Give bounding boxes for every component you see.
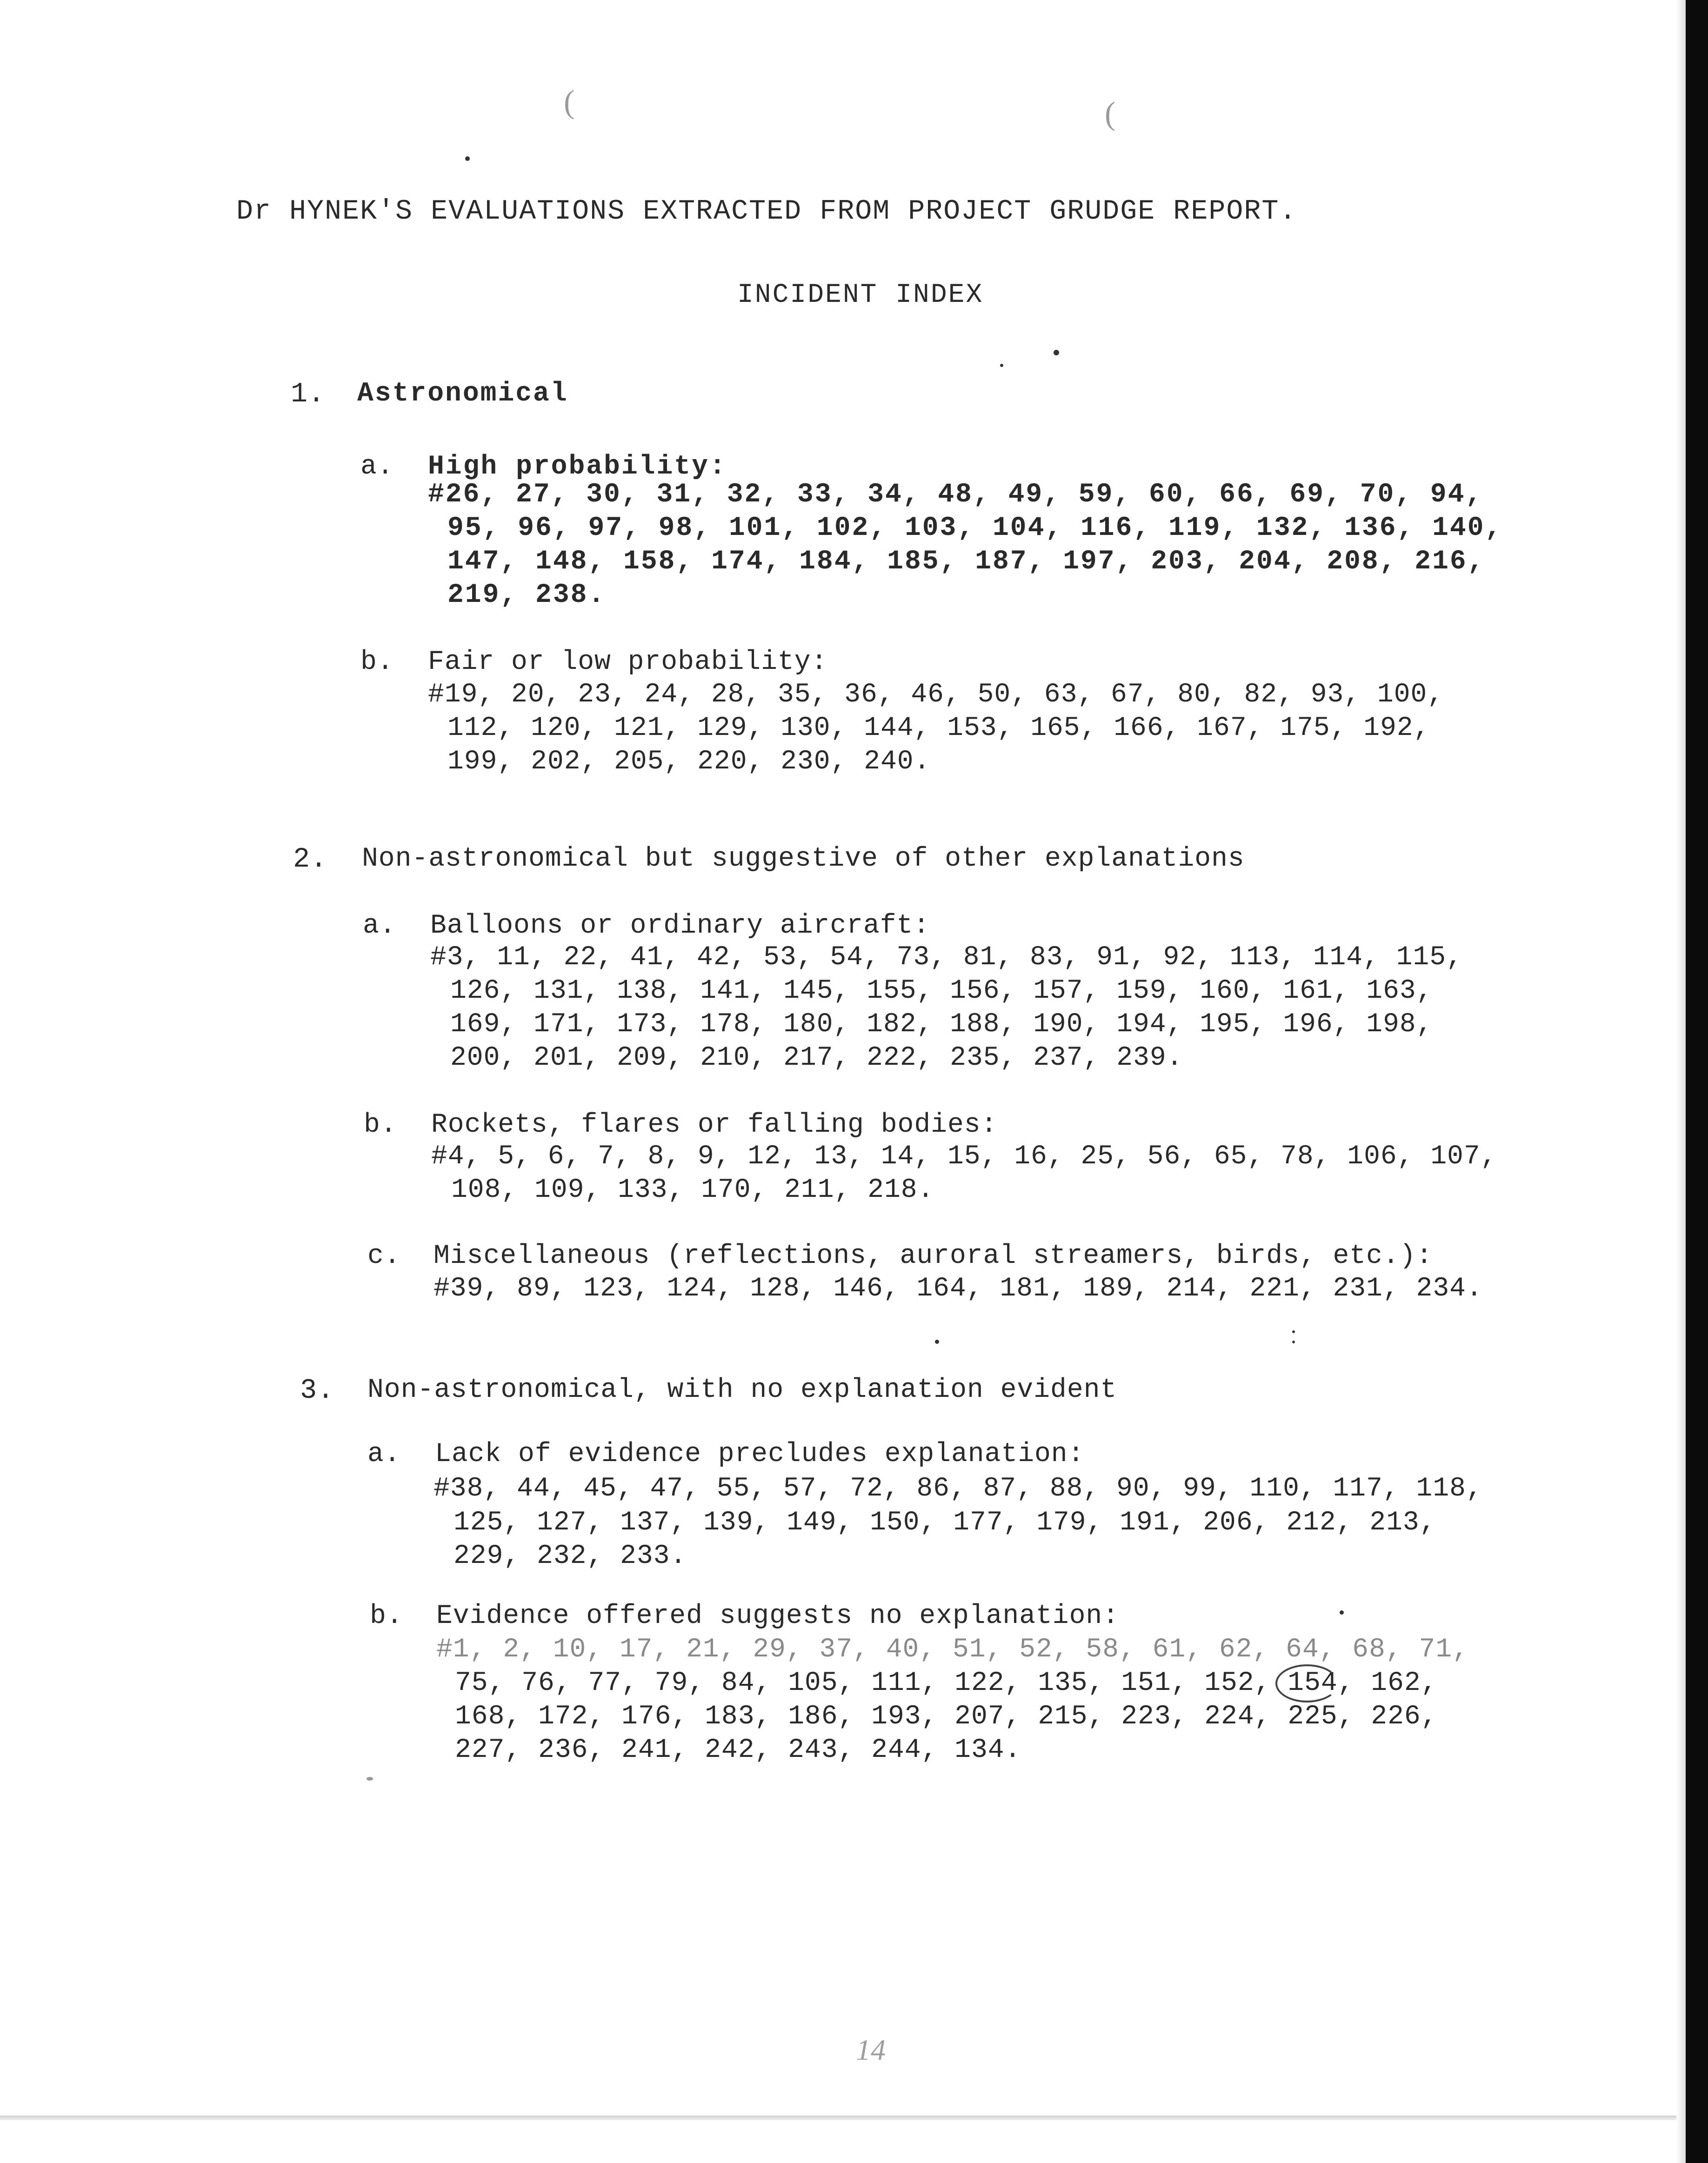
- incident-line: 108, 109, 133, 170, 211, 218.: [451, 1175, 934, 1205]
- scan-dot: [1340, 1610, 1344, 1615]
- incident-line: 95, 96, 97, 98, 101, 102, 103, 104, 116, 119, 132, 136, 140,: [447, 513, 1503, 543]
- page-edge-shadow: [1676, 0, 1686, 2163]
- subsection-label: Evidence offered suggests no explanation:: [436, 1601, 1120, 1631]
- page-number: 14: [856, 2033, 886, 2066]
- scan-dot: [935, 1340, 939, 1344]
- section-heading: Non-astronomical but suggestive of other explanations: [362, 844, 1245, 874]
- subsection-label: Lack of evidence precludes explanation:: [435, 1439, 1085, 1469]
- subsection-label: Miscellaneous (reflections, auroral streamers, birds, etc.):: [434, 1241, 1433, 1271]
- subsection-letter: b.: [364, 1110, 397, 1140]
- scan-mark: (: [564, 84, 575, 120]
- subsection-letter: b.: [360, 647, 394, 677]
- section-heading: Non-astronomical, with no explanation evident: [367, 1375, 1117, 1405]
- section-number: 2.: [293, 844, 328, 875]
- scan-dot: [465, 156, 470, 161]
- subsection-label: Fair or low probability:: [428, 647, 828, 677]
- incident-line: 112, 120, 121, 129, 130, 144, 153, 165, 166, 167, 175, 192,: [447, 713, 1430, 743]
- incident-line: 75, 76, 77, 79, 84, 105, 111, 122, 135, 151, 152, 154, 162,: [455, 1668, 1438, 1698]
- scan-dot: [1292, 1330, 1295, 1333]
- subsection-letter: a.: [367, 1439, 401, 1469]
- incident-line: 229, 232, 233.: [454, 1541, 687, 1571]
- scan-dot: [1054, 350, 1059, 355]
- incident-line: #3, 11, 22, 41, 42, 53, 54, 73, 81, 83, 91, 92, 113, 114, 115,: [430, 942, 1463, 973]
- scan-border: [1686, 0, 1708, 2163]
- incident-line: 169, 171, 173, 178, 180, 182, 188, 190, 194, 195, 196, 198,: [450, 1009, 1433, 1040]
- document-title: Dr HYNEK'S EVALUATIONS EXTRACTED FROM PROJECT GRUDGE REPORT.: [236, 196, 1297, 227]
- subsection-letter: c.: [367, 1241, 401, 1271]
- incident-line: 126, 131, 138, 141, 145, 155, 156, 157, 159, 160, 161, 163,: [450, 976, 1433, 1006]
- subsection-letter: a.: [363, 911, 396, 941]
- incident-line: #19, 20, 23, 24, 28, 35, 36, 46, 50, 63, 67, 80, 82, 93, 100,: [428, 680, 1444, 710]
- incident-line: 168, 172, 176, 183, 186, 193, 207, 215, 223, 224, 225, 226,: [455, 1702, 1438, 1732]
- document-subtitle: INCIDENT INDEX: [737, 280, 984, 310]
- scan-dot: [1292, 1341, 1295, 1343]
- subsection-label: Balloons or ordinary aircraft:: [430, 911, 930, 941]
- scan-dot: [367, 1777, 373, 1781]
- subsection-label: High probability:: [428, 452, 727, 482]
- incident-line: #4, 5, 6, 7, 8, 9, 12, 13, 14, 15, 16, 25, 56, 65, 78, 106, 107,: [431, 1142, 1497, 1172]
- incident-line: 199, 202, 205, 220, 230, 240.: [447, 747, 931, 777]
- section-heading: Astronomical: [357, 379, 568, 409]
- incident-line: #26, 27, 30, 31, 32, 33, 34, 48, 49, 59, 60, 66, 69, 70, 94,: [428, 480, 1483, 510]
- subsection-label: Rockets, flares or falling bodies:: [431, 1110, 998, 1140]
- incident-line: 227, 236, 241, 242, 243, 244, 134.: [455, 1735, 1021, 1765]
- incident-line: 125, 127, 137, 139, 149, 150, 177, 179, 191, 206, 212, 213,: [454, 1508, 1436, 1538]
- incident-line: 200, 201, 209, 210, 217, 222, 235, 237, 239.: [450, 1043, 1183, 1073]
- scan-dot: [1000, 364, 1003, 367]
- scan-mark: (: [1105, 96, 1116, 132]
- subsection-letter: a.: [360, 452, 394, 482]
- handwritten-circle-mark: [1275, 1664, 1339, 1702]
- section-number: 1.: [291, 379, 326, 410]
- incident-line: #39, 89, 123, 124, 128, 146, 164, 181, 189, 214, 221, 231, 234.: [434, 1274, 1483, 1304]
- section-number: 3.: [300, 1375, 335, 1407]
- incident-line: 219, 238.: [447, 580, 606, 610]
- incident-line: #38, 44, 45, 47, 55, 57, 72, 86, 87, 88, 90, 99, 110, 117, 118,: [434, 1474, 1483, 1504]
- subsection-letter: b.: [370, 1601, 403, 1631]
- scan-bottom-edge: [0, 2116, 1676, 2120]
- incident-line: 147, 148, 158, 174, 184, 185, 187, 197, 203, 204, 208, 216,: [447, 547, 1485, 577]
- incident-line: #1, 2, 10, 17, 21, 29, 37, 40, 51, 52, 58, 61, 62, 64, 68, 71,: [436, 1635, 1469, 1665]
